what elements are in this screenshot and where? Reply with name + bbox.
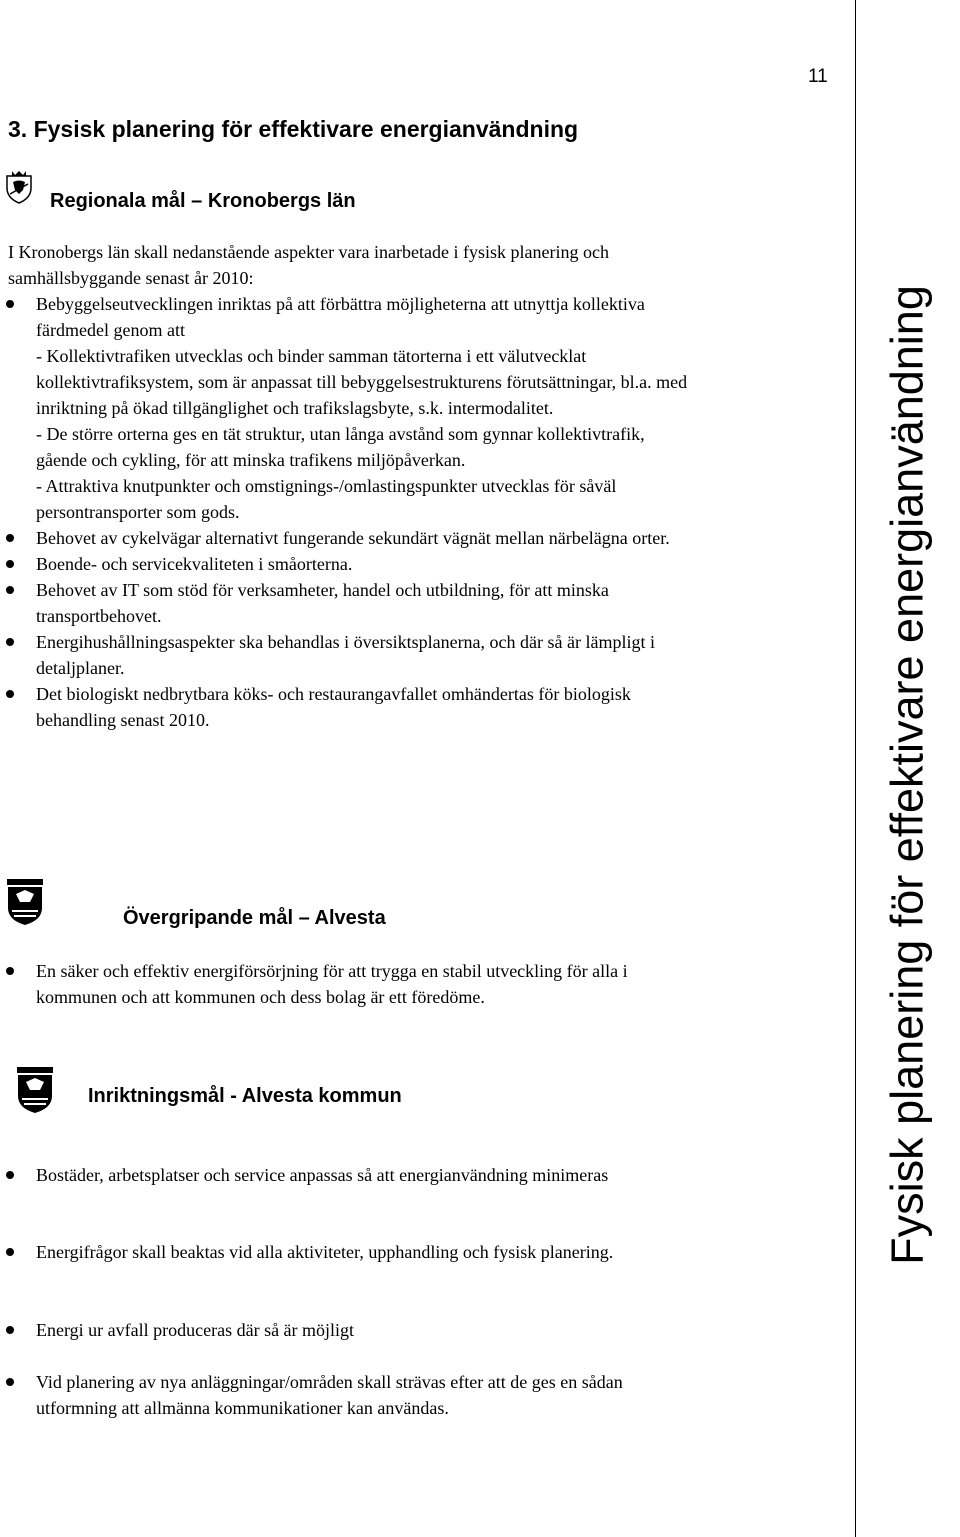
bullet-icon	[6, 300, 14, 308]
direction-list-1	[0, 1162, 700, 1188]
list-item	[0, 525, 700, 551]
direction-list-2	[0, 1239, 700, 1265]
list-item-text: Energifrågor skall beaktas vid alla aktiviteter, upphandling och fysisk planering.	[36, 1242, 614, 1262]
list-item-text: Energi ur avfall produceras där så är möjligt	[36, 1320, 355, 1340]
list-subitem: - Attraktiva knutpunkter och omstignings-/omlastingspunkter utvecklas för såväl persontransporter som gods.	[36, 476, 617, 522]
list-item-text: Behovet av cykelvägar alternativt fungerande sekundärt vägnät mellan närbelägna orter.	[36, 528, 670, 548]
bullet-icon	[6, 586, 14, 594]
list-item	[0, 629, 700, 681]
chapter-title: 3. Fysisk planering för effektivare energianvändning	[8, 116, 579, 142]
list-item-text: Bebyggelseutvecklingen inriktas på att förbättra möjligheterna att utnyttja kollektiva färdmedel genom att	[36, 294, 645, 340]
alvesta-coat-of-arms-icon	[16, 1066, 54, 1114]
direction-list-3	[0, 1317, 700, 1343]
direction-heading: Inriktningsmål - Alvesta kommun	[88, 1085, 402, 1107]
list-item	[0, 1369, 700, 1421]
list-item	[0, 958, 700, 1010]
bullet-icon	[6, 1378, 14, 1386]
list-item-text: Vid planering av nya anläggningar/områden skall strävas efter att de ges en sådan utformning att allmänna kommunikationer kan användas.	[36, 1372, 623, 1418]
list-item	[0, 1239, 700, 1265]
list-item-text: Behovet av IT som stöd för verksamheter, handel och utbildning, för att minska transportbehovet.	[36, 580, 609, 626]
list-subitem: - Kollektivtrafiken utvecklas och binder samman tätorterna i ett välutvecklat kollektivtrafiksystem, som är anpassat till bebyggelsestrukturens förutsättningar, bl.a. med inriktning på ökad tillgänglighet och trafikslagsbyte, s.k. intermodalitet.	[36, 346, 688, 418]
side-title: Fysisk planering för effektivare energianvändning	[881, 285, 933, 1265]
regional-heading: Regionala mål – Kronobergs län	[50, 190, 356, 212]
bullet-icon	[6, 560, 14, 568]
bullet-icon	[6, 967, 14, 975]
regional-intro: I Kronobergs län skall nedanstående aspekter vara inarbetade i fysisk planering och samhällsbyggande senast år 2010:	[8, 242, 609, 288]
bullet-icon	[6, 534, 14, 542]
regional-list	[0, 291, 700, 733]
list-item-text: Det biologiskt nedbrytbara köks- och restaurangavfallet omhändertas för biologisk behandling senast 2010.	[36, 684, 631, 730]
list-item-text: Energihushållningsaspekter ska behandlas i översiktsplanerna, och där så är lämpligt i detaljplaner.	[36, 632, 655, 678]
list-item	[0, 681, 700, 733]
bullet-icon	[6, 690, 14, 698]
alvesta-coat-of-arms-icon	[6, 878, 44, 926]
kronoberg-coat-of-arms-icon	[4, 170, 34, 204]
direction-list-4	[0, 1369, 700, 1421]
list-item	[0, 551, 700, 577]
overall-heading: Övergripande mål – Alvesta	[123, 907, 386, 929]
list-item	[0, 291, 700, 525]
bullet-icon	[6, 1326, 14, 1334]
list-subitem: - De större orterna ges en tät struktur, utan långa avstånd som gynnar kollektivtrafik, gående och cykling, för att minska trafikens miljöpåverkan.	[36, 424, 645, 470]
list-item	[0, 1317, 700, 1343]
list-item-text: Bostäder, arbetsplatser och service anpassas så att energianvändning minimeras	[36, 1165, 609, 1185]
list-item-text: Boende- och servicekvaliteten i småorterna.	[36, 554, 353, 574]
bullet-icon	[6, 1248, 14, 1256]
list-item-text: En säker och effektiv energiförsörjning för att trygga en stabil utveckling för alla i kommunen och att kommunen och dess bolag är ett föredöme.	[36, 961, 628, 1007]
overall-list	[0, 958, 700, 1010]
bullet-icon	[6, 1171, 14, 1179]
list-item	[0, 577, 700, 629]
page-number: 11	[808, 66, 828, 87]
bullet-icon	[6, 638, 14, 646]
list-item	[0, 1162, 700, 1188]
